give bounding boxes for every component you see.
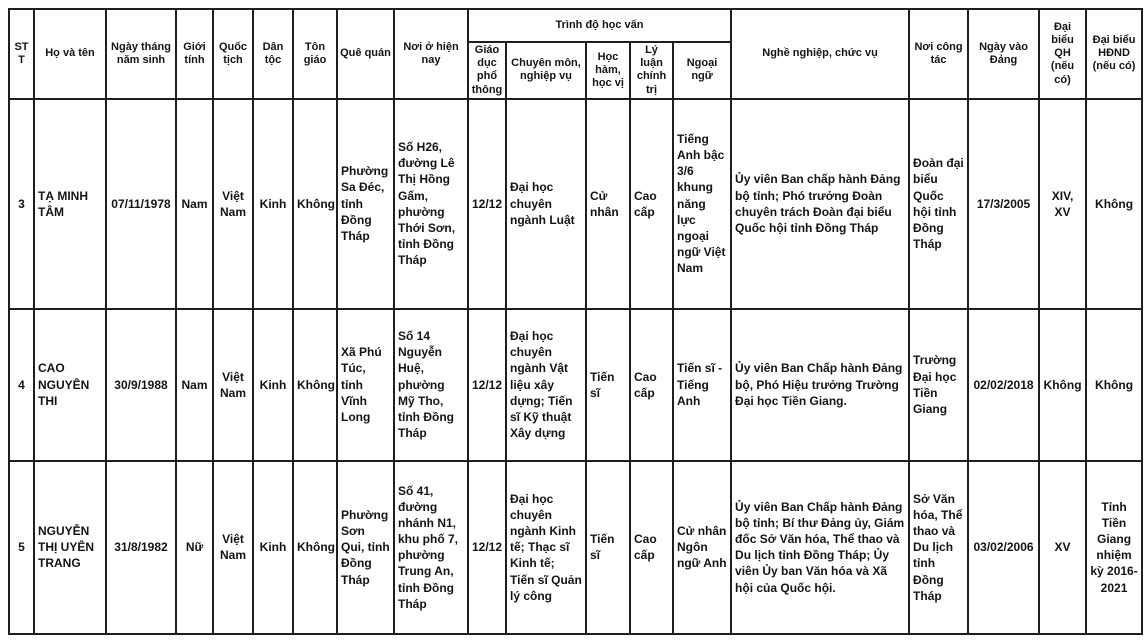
cell-religion: Không: [293, 99, 337, 309]
cell-council-delegate: Không: [1086, 99, 1142, 309]
cell-hometown: Xã Phú Túc, tỉnh Vĩnh Long: [337, 309, 394, 461]
cell-workplace: Sở Văn hóa, Thể thao và Du lịch tỉnh Đồng Tháp: [909, 461, 968, 634]
cell-workplace: Trường Đại học Tiền Giang: [909, 309, 968, 461]
cell-religion: Không: [293, 309, 337, 461]
table-row: [9, 309, 1142, 461]
header-na-delegate: Đại biểu QH (nếu có): [1039, 9, 1086, 99]
cell-hometown: Phường Sơn Qui, tỉnh Đồng Tháp: [337, 461, 394, 634]
header-political-theory: Lý luận chính trị: [630, 42, 673, 99]
cell-nationality: Việt Nam: [213, 99, 253, 309]
cell-stt: 4: [9, 309, 34, 461]
cell-dob: 30/9/1988: [106, 309, 176, 461]
cell-residence: Số 14 Nguyễn Huệ, phường Mỹ Tho, tỉnh Đồng Tháp: [394, 309, 468, 461]
header-specialization: Chuyên môn, nghiệp vụ: [506, 42, 586, 99]
header-nationality: Quốc tịch: [213, 9, 253, 99]
cell-stt: 5: [9, 461, 34, 634]
header-party-admission-date: Ngày vào Đảng: [968, 9, 1039, 99]
cell-academic-degree: Tiến sĩ: [586, 461, 630, 634]
cell-name: TẠ MINH TÂM: [34, 99, 106, 309]
cell-foreign-language: Tiếng Anh bậc 3/6 khung năng lực ngoại ngữ Việt Nam: [673, 99, 731, 309]
cell-occupation: Ủy viên Ban Chấp hành Đảng bộ, Phó Hiệu trưởng Trường Đại học Tiền Giang.: [731, 309, 909, 461]
header-education-group: Trình độ học vấn: [468, 9, 731, 42]
cell-na-delegate: Không: [1039, 309, 1086, 461]
cell-council-delegate: Tỉnh Tiền Giang nhiệm kỳ 2016-2021: [1086, 461, 1142, 634]
header-occupation: Nghề nghiệp, chức vụ: [731, 9, 909, 99]
cell-political-theory: Cao cấp: [630, 309, 673, 461]
cell-general-education: 12/12: [468, 461, 506, 634]
cell-dob: 07/11/1978: [106, 99, 176, 309]
cell-party-admission-date: 03/02/2006: [968, 461, 1039, 634]
cell-foreign-language: Cử nhân Ngôn ngữ Anh: [673, 461, 731, 634]
header-dob: Ngày tháng năm sinh: [106, 9, 176, 99]
cell-specialization: Đại học chuyên ngành Kinh tế; Thạc sĩ Kinh tế; Tiến sĩ Quản lý công: [506, 461, 586, 634]
delegate-bio-table: [8, 8, 1143, 635]
header-religion: Tôn giáo: [293, 9, 337, 99]
cell-specialization: Đại học chuyên ngành Luật: [506, 99, 586, 309]
cell-na-delegate: XIV, XV: [1039, 99, 1086, 309]
cell-ethnicity: Kinh: [253, 309, 293, 461]
header-hometown: Quê quán: [337, 9, 394, 99]
cell-occupation: Ủy viên Ban chấp hành Đảng bộ tỉnh; Phó trưởng Đoàn chuyên trách Đoàn đại biểu Quốc hội tỉnh Đồng Tháp: [731, 99, 909, 309]
cell-name: CAO NGUYÊN THI: [34, 309, 106, 461]
cell-nationality: Việt Nam: [213, 309, 253, 461]
cell-dob: 31/8/1982: [106, 461, 176, 634]
cell-gender: Nam: [176, 99, 213, 309]
cell-nationality: Việt Nam: [213, 461, 253, 634]
header-ethnicity: Dân tộc: [253, 9, 293, 99]
table-row: [9, 461, 1142, 634]
header-stt: STT: [9, 9, 34, 99]
cell-residence: Số 41, đường nhánh N1, khu phố 7, phường Trung An, tỉnh Đồng Tháp: [394, 461, 468, 634]
cell-hometown: Phường Sa Đéc, tỉnh Đồng Tháp: [337, 99, 394, 309]
header-foreign-language: Ngoại ngữ: [673, 42, 731, 99]
cell-political-theory: Cao cấp: [630, 99, 673, 309]
cell-party-admission-date: 17/3/2005: [968, 99, 1039, 309]
cell-gender: Nữ: [176, 461, 213, 634]
cell-party-admission-date: 02/02/2018: [968, 309, 1039, 461]
cell-na-delegate: XV: [1039, 461, 1086, 634]
header-residence: Nơi ở hiện nay: [394, 9, 468, 99]
cell-academic-degree: Cử nhân: [586, 99, 630, 309]
cell-ethnicity: Kinh: [253, 461, 293, 634]
cell-residence: Số H26, đường Lê Thị Hồng Gấm, phường Thới Sơn, tỉnh Đồng Tháp: [394, 99, 468, 309]
table-row: [9, 99, 1142, 309]
cell-occupation: Ủy viên Ban Chấp hành Đảng bộ tỉnh; Bí thư Đảng ủy, Giám đốc Sở Văn hóa, Thể thao và Du lịch tỉnh Đồng Tháp; Ủy viên Ủy ban Văn hóa và Xã hội của Quốc hội.: [731, 461, 909, 634]
cell-workplace: Đoàn đại biểu Quốc hội tỉnh Đồng Tháp: [909, 99, 968, 309]
header-council-delegate: Đại biểu HĐND (nếu có): [1086, 9, 1142, 99]
header-general-education: Giáo dục phổ thông: [468, 42, 506, 99]
cell-political-theory: Cao cấp: [630, 461, 673, 634]
cell-foreign-language: Tiến sĩ - Tiếng Anh: [673, 309, 731, 461]
header-academic-degree: Học hàm, học vị: [586, 42, 630, 99]
cell-religion: Không: [293, 461, 337, 634]
cell-general-education: 12/12: [468, 99, 506, 309]
header-gender: Giới tính: [176, 9, 213, 99]
cell-general-education: 12/12: [468, 309, 506, 461]
cell-gender: Nam: [176, 309, 213, 461]
cell-academic-degree: Tiến sĩ: [586, 309, 630, 461]
cell-name: NGUYỄN THỊ UYÊN TRANG: [34, 461, 106, 634]
cell-stt: 3: [9, 99, 34, 309]
cell-ethnicity: Kinh: [253, 99, 293, 309]
header-name: Họ và tên: [34, 9, 106, 99]
cell-council-delegate: Không: [1086, 309, 1142, 461]
cell-specialization: Đại học chuyên ngành Vật liệu xây dựng; Tiến sĩ Kỹ thuật Xây dựng: [506, 309, 586, 461]
header-workplace: Nơi công tác: [909, 9, 968, 99]
